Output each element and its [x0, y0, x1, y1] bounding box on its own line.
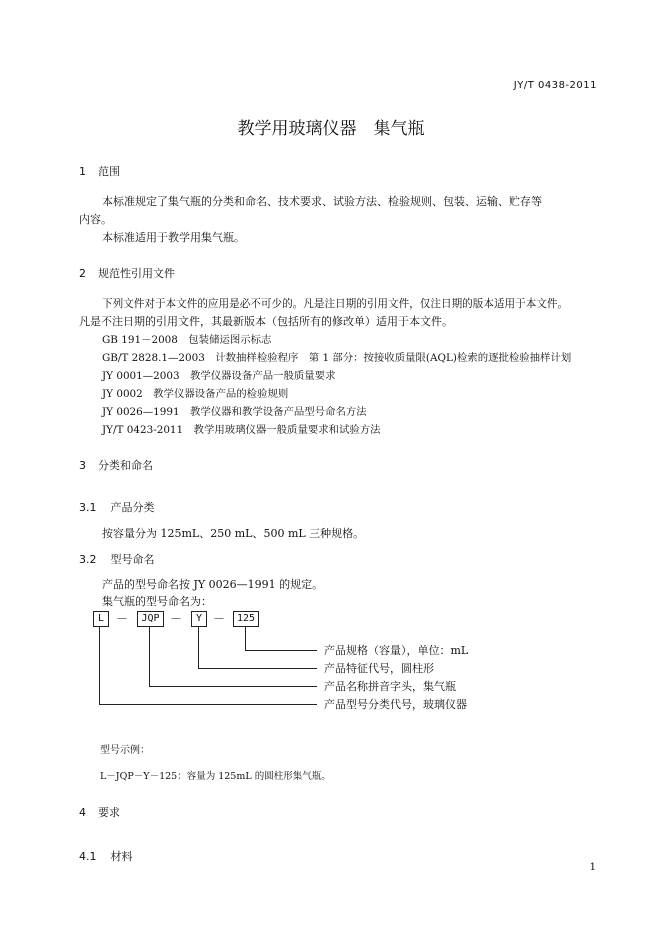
reference-item: GB 191－2008 包装储运图示标志 — [102, 334, 272, 346]
section-1-heading — [79, 163, 120, 179]
connector-line — [149, 627, 150, 686]
model-label-spec: 产品规格（容量），单位：mL — [324, 644, 469, 657]
section-number: 2 — [79, 267, 86, 280]
model-separator: － — [116, 612, 129, 626]
section-title: 规范性引用文件 — [98, 267, 175, 280]
section-2-paragraph-1: 下列文件对于本文件的应用是必不可少的。凡是注日期的引用文件，仅注日期的版本适用于本文件。 — [102, 298, 569, 310]
section-3-heading — [79, 457, 153, 473]
connector-line — [245, 650, 317, 651]
section-number: 4 — [79, 806, 86, 819]
model-label-feature: 产品特征代号，圆柱形 — [324, 662, 434, 675]
section-2-paragraph-1-cont: 凡是不注日期的引用文件，其最新版本（包括所有的修改单）适用于本文件。 — [79, 315, 453, 328]
section-number: 1 — [79, 165, 86, 178]
model-box-category: L — [93, 611, 109, 627]
section-1-paragraph-1: 本标准规定了集气瓶的分类和命名、技术要求、试验方法、检验规则、包装、运输、贮存等 — [102, 195, 542, 208]
document-title: 教学用玻璃仪器 集气瓶 — [237, 119, 425, 139]
connector-line — [99, 704, 317, 705]
page-number: 1 — [589, 862, 596, 873]
reference-item: JY 0001—2003 教学仪器设备产品一般质量要求 — [102, 370, 336, 382]
model-separator: － — [170, 612, 183, 626]
example-text: L－JQP－Y－125：容量为 125mL 的圆柱形集气瓶。 — [100, 771, 331, 782]
subsection-title: 型号命名 — [110, 553, 155, 566]
section-title: 分类和命名 — [98, 459, 153, 472]
model-box-name: JQP — [137, 611, 164, 627]
example-label: 型号示例： — [100, 745, 150, 756]
model-label-category: 产品型号分类代号，玻璃仪器 — [324, 698, 467, 711]
section-1-paragraph-1-cont: 内容。 — [79, 213, 112, 226]
reference-item: JY/T 0423-2011 教学用玻璃仪器一般质量要求和试验方法 — [102, 424, 381, 436]
connector-line — [198, 627, 199, 668]
section-3-1-text: 按容量分为 125mL、250 mL、500 mL 三种规格。 — [102, 527, 365, 540]
section-1-paragraph-2: 本标准适用于教学用集气瓶。 — [102, 231, 245, 244]
section-2-heading — [79, 265, 175, 281]
subsection-number: 4.1 — [79, 850, 97, 863]
section-title: 要求 — [98, 806, 120, 819]
connector-line — [99, 627, 100, 704]
reference-item: JY 0026—1991 教学仪器和教学设备产品型号命名方法 — [102, 406, 367, 418]
subsection-title: 产品分类 — [110, 501, 155, 514]
standard-code: JY/T 0438-2011 — [513, 80, 597, 91]
model-separator: － — [213, 612, 226, 626]
section-title: 范围 — [98, 165, 120, 178]
connector-line — [245, 627, 246, 650]
section-4-heading — [79, 804, 120, 820]
reference-item: GB/T 2828.1—2003 计数抽样检验程序 第 1 部分：按接收质量限(AQL)检索的逐批检验抽样计划 — [102, 352, 572, 364]
section-3-1-heading — [79, 499, 155, 515]
section-3-2-line-2: 集气瓶的型号命名为： — [102, 595, 212, 608]
section-3-2-heading — [79, 551, 155, 567]
section-number: 3 — [79, 459, 86, 472]
model-box-feature: Y — [191, 611, 207, 627]
section-3-2-line-1: 产品的型号命名按 JY 0026—1991 的规定。 — [102, 578, 324, 591]
subsection-number: 3.2 — [79, 553, 97, 566]
section-4-1-heading — [79, 848, 133, 864]
connector-line — [198, 668, 317, 669]
subsection-number: 3.1 — [79, 501, 97, 514]
model-box-spec: 125 — [233, 611, 259, 627]
subsection-title: 材料 — [110, 850, 133, 863]
connector-line — [149, 686, 317, 687]
model-label-name: 产品名称拼音字头，集气瓶 — [324, 680, 456, 693]
reference-item: JY 0002 教学仪器设备产品的检验规则 — [102, 388, 289, 400]
